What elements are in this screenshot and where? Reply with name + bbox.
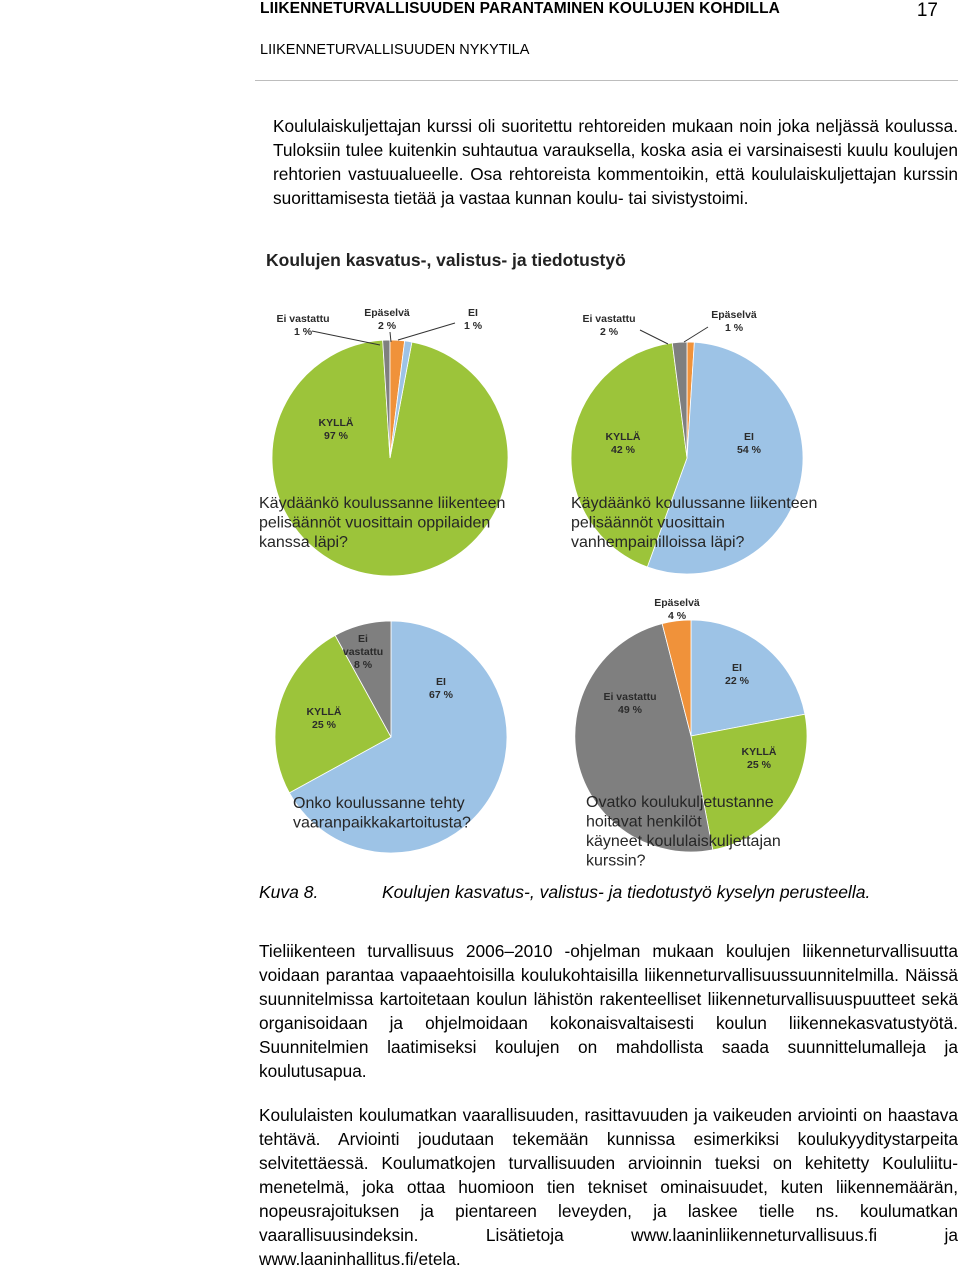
slice-label-ei: EI 1 %: [463, 307, 483, 332]
slice-label-kylla: KYLLÄ 97 %: [318, 417, 354, 442]
running-header-section: LIIKENNETURVALLISUUDEN NYKYTILA: [260, 42, 530, 58]
question-text: Käydäänkö koulussanne liikenteen pelisäännöt vuosittain oppilaiden kanssa läpi?: [259, 495, 506, 551]
running-header-title: LIIKENNETURVALLISUUDEN PARANTAMINEN KOULUJEN KOHDILLA: [260, 0, 780, 17]
figure-title: Koulujen kasvatus-, valistus- ja tiedotustyö: [266, 250, 626, 270]
slice-label-ei: EI 67 %: [429, 676, 453, 701]
paragraph-course: Koululaiskuljettajan kurssi oli suoritettu rehtoreiden mukaan noin joka neljässä koulussa. Tuloksiin tulee kuitenkin suhtautua varauksella, koska asia ei varsinaisesti kuulu koulujen rehtorien vastuualueelle. Osa rehtoreista kommentoikin, että koululaiskuljettajan kurssin suorittamisesta tietää ja vastaa kunnan koulu- tai sivistystoimi.: [273, 116, 958, 208]
pie-chart-4: [575, 597, 807, 870]
figure-caption-label: Kuva 8.: [259, 882, 319, 902]
slice-label-ei-vastattu: Ei vastattu 8 %: [342, 633, 384, 671]
leader-line: [398, 323, 455, 340]
slice-label-ei: EI 54 %: [737, 431, 761, 456]
slice-label-ei-vastattu: Ei vastattu 49 %: [603, 691, 657, 716]
paragraph-safety-plans: Tieliikenteen turvallisuus 2006–2010 -ohjelman mukaan koulujen liikenneturvallisuutta voidaan parantaa vapaaehtoisilla koulukohtaisilla liikenneturvallisuussuunnitelmilla. Näissä suunnitelmissa kartoitetaan koulun lähistön rakenteelliset liikenneturvallisuuspuutteet sekä organisoidaan ja ohjelmoidaan kokonaisvaltaisesti koulun liikennekasvatustyötä. Suunnitelmien laatimiseksi koulujen on mahdollista saada suunnittelumalleja ja koulutusapua.: [259, 941, 958, 1081]
pie-chart-2: [571, 309, 817, 574]
question-text: Käydäänkö koulussanne liikenteen pelisäännöt vuosittain vanhempainilloissa läpi?: [571, 495, 818, 551]
paragraph-koululiitu: Koululaisten koulumatkan vaarallisuuden, rasittavuuden ja vaikeuden arviointi on haastava tehtävä. Arviointi joudutaan tekemään kunnissa esimerkiksi koulukyyditystarpeita selvitettäessä. Koulumatkojen turvallisuuden arvioinnin tueksi on kehitetty Koululiitu-menetelmä, joka ottaa huomioon tien tekniset ominaisuudet, kuten liikennemäärän, nopeusrajoituksen ja pientareen leveyden, ja laskee tielle ns. koulumatkan vaarallisuusindeksin. Lisätietoja www.laaninliikenneturvallisuus.fi ja www.laaninhallitus.fi/etela.: [259, 1105, 958, 1269]
slice-label-ei-vastattu: Ei vastattu 2 %: [582, 313, 636, 338]
slice-label-ei-vastattu: Ei vastattu 1 %: [276, 313, 330, 338]
leader-line: [640, 330, 668, 344]
slice-label-kylla: KYLLÄ 42 %: [605, 431, 641, 456]
figure-caption-text: Koulujen kasvatus-, valistus- ja tiedotustyö kyselyn perusteella.: [382, 882, 871, 902]
slice-label-epaselva: Epäselvä 1 %: [711, 309, 757, 334]
page-number: 17: [916, 0, 938, 21]
question-text: Onko koulussanne tehty vaaranpaikkakartoitusta?: [293, 795, 471, 832]
leader-line: [684, 327, 708, 342]
slice-label-kylla: KYLLÄ 25 %: [306, 706, 342, 731]
slice-label-epaselva: Epäselvä 4 %: [654, 597, 700, 622]
question-text: Ovatko koulukuljetustanne hoitavat henkilöt käyneet koululaiskuljettajan kurssin?: [586, 794, 781, 870]
pie-chart-1: [259, 307, 508, 576]
pie-chart-3: [275, 621, 507, 853]
slice-label-epaselva: Epäselvä 2 %: [364, 307, 410, 332]
slice-label-kylla: KYLLÄ 25 %: [741, 746, 777, 771]
leader-line: [312, 331, 380, 345]
slice-label-ei: EI 22 %: [725, 662, 749, 687]
